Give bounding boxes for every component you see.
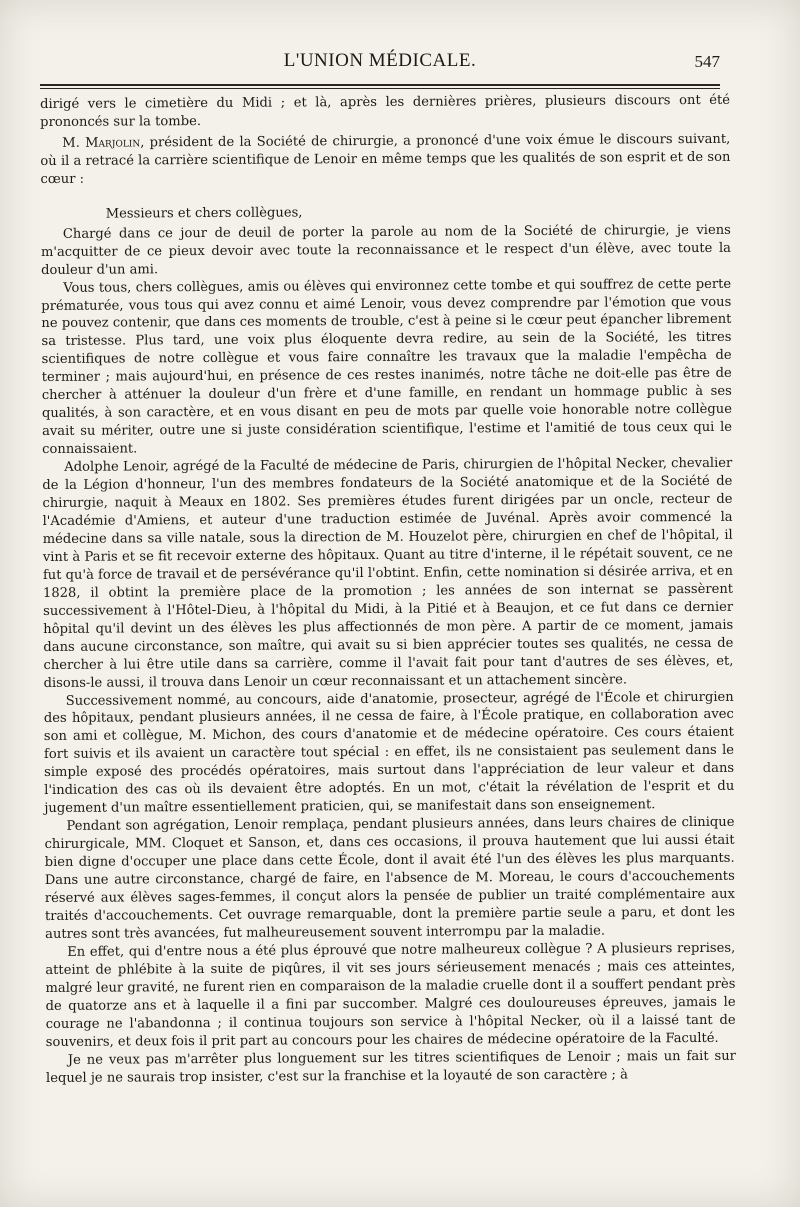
paragraph-continued: dirigé vers le cimetière du Midi ; et là, après les dernières prières, plusieurs discours ont été prononcés sur la tombe. xyxy=(40,92,731,130)
paragraph-marjolin-text: , président de la Société de chirurgie, a prononcé d'une voix émue le discours suivant, où il a retracé la carrière scientifique de Lenoir en même temps que les qualités de son esprit et de son cœur : xyxy=(40,131,731,187)
paragraph-opening: Chargé dans ce jour de deuil de porter la parole au nom de la Société de chirurgie, je viens m'acquitter de ce pieux devoir avec toute la reconnaissance et le respect d'un élève, avec toute la douleur d'un ami. xyxy=(40,222,731,278)
paragraph-character: Je ne veux pas m'arrêter plus longuement sur les titres scientifiques de Lenoir ; mais un fait sur lequel je ne saurais trop insister, c'est sur la franchise et la loyauté de son caractère ; à xyxy=(45,1048,736,1086)
paragraph-career: Successivement nommé, au concours, aide d'anatomie, prosecteur, agrégé de l'École et chirurgien des hôpitaux, pendant plusieurs années, il ne cessa de faire, à l'École pratique, en collaboration avec son ami et collègue, M. Michon, des cours d'anatomie et de médecine opératoire. Ces cours étaient fort suivis et ils avaient un caractère tout spécial : en effet, ils ne consistaient pas seulement dans le simple exposé des procédés opératoires, mais surtout dans l'appréciation de leur valeur et dans l'indication des cas où ils devaient être adoptés. En un mot, c'était la révélation de l'esprit et du jugement d'un maître essentiellement praticien, qui, se manifestait dans son enseignement. xyxy=(43,689,735,817)
speaker-name: M. Marjolin xyxy=(62,135,141,151)
header-rule-thin xyxy=(40,88,720,89)
header-rule xyxy=(40,84,720,86)
salutation: Messieurs et chers collègues, xyxy=(105,205,303,222)
paragraph-marjolin xyxy=(40,131,730,189)
page-header xyxy=(40,50,720,80)
paragraph-illness: En effet, qui d'entre nous a été plus éprouvé que notre malheureux collègue ? A plusieurs reprises, atteint de phlébite à la suite de piqûres, il vit ses jours sérieusement menacés ; mais ces atteintes, malgré leur gravité, ne furent rien en comparaison de la maladie cruelle dont il a souffert pendant près de quatorze ans et à laquelle il a fini par succomber. Malgré ces douloureuses épreuves, jamais le courage ne l'abandonna ; il continua toujours son service à l'hôpital Necker, où il a laissé tant de souvenirs, et deux fois il prit part au concours pour les chaires de médecine opératoire de la Faculté. xyxy=(45,940,736,1050)
page-number: 547 xyxy=(694,52,720,71)
paragraph-aggregation: Pendant son agrégation, Lenoir remplaça, pendant plusieurs années, dans leurs chaires de clinique chirurgicale, MM. Cloquet et Sanson, et, dans ces occasions, il prouva hautement que lui aussi était bien digne d'occuper une place dans cette École, dont il avait été l'un des élèves les plus marquants. Dans une autre circonstance, chargé de faire, en l'absence de M. Moreau, le cours d'accouchements réservé aux élèves sages-femmes, il conçut alors la pensée de publier un traité complémentaire aux traités d'accouchements. Cet ouvrage remarquable, dont la première partie seule a paru, et dont les autres sont très avancées, fut malheureusement souvent interrompu par la maladie. xyxy=(44,814,736,942)
paragraph-colleagues: Vous tous, chers collègues, amis ou élèves qui environnez cette tombe et qui souffrez de cette perte prématurée, vous tous qui avez connu et aimé Lenoir, vous devez comprendre par l'émotion que vous ne pouvez contenir, que dans ces moments de trouble, c'est à peine si le cœur peut épancher librement sa tristesse. Plus tard, une voix plus éloquente devra redire, au sein de la Société, les titres scientifiques de notre collègue et vous faire connaître les travaux que la maladie l'empêcha de terminer ; mais aujourd'hui, en présence de ces restes inanimés, notre tâche ne doit-elle pas être de chercher à atténuer la douleur d'un frère et d'une famille, en rendant un hommage public à ses qualités, à son caractère, et en vous disant en peu de mots par quelle voie honorable notre collègue avait su mériter, outre une si juste considération scientifique, l'estime et l'amitié de tous ceux qui le connaissaient. xyxy=(41,276,733,458)
paragraph-biography: Adolphe Lenoir, agrégé de la Faculté de médecine de Paris, chirurgien de l'hôpital Necker, chevalier de la Légion d'honneur, l'un des membres fondateurs de la Société anatomique et de la Société de chirurgie, naquit à Meaux en 1802. Ses premières études furent dirigées par un oncle, recteur de l'Académie d'Amiens, et auteur d'une traduction estimée de Juvénal. Après avoir commencé la médecine dans sa ville natale, sous la direction de M. Houzelot père, chirurgien en chef de l'hôpital, il vint à Paris et se fit recevoir externe des hôpitaux. Quant au titre d'interne, il le répétait souvent, ce ne fut qu'à force de travail et de persévérance qu'il l'obtint. Enfin, cette nomination si désirée arriva, et en 1828, il obtint la première place de la promotion ; les années de son internat se passèrent successivement à l'Hôtel-Dieu, à l'hôpital du Midi, à la Pitié et à Beaujon, et ce fut dans ce dernier hôpital qu'il devint un des élèves les plus affectionnés de mon père. A partir de ce moment, jamais dans aucune circonstance, son maître, qui avait su si bien apprécier toutes ses qualités, ne cessa de chercher à lui être utile dans sa carrière, comme il l'avait fait pour tant d'autres de ses élèves, et, disons-le aussi, il trouva dans Lenoir un cœur reconnaissant et un attachement sincère. xyxy=(42,455,734,691)
article-body xyxy=(40,92,736,1088)
running-title: L'UNION MÉDICALE. xyxy=(283,50,477,71)
